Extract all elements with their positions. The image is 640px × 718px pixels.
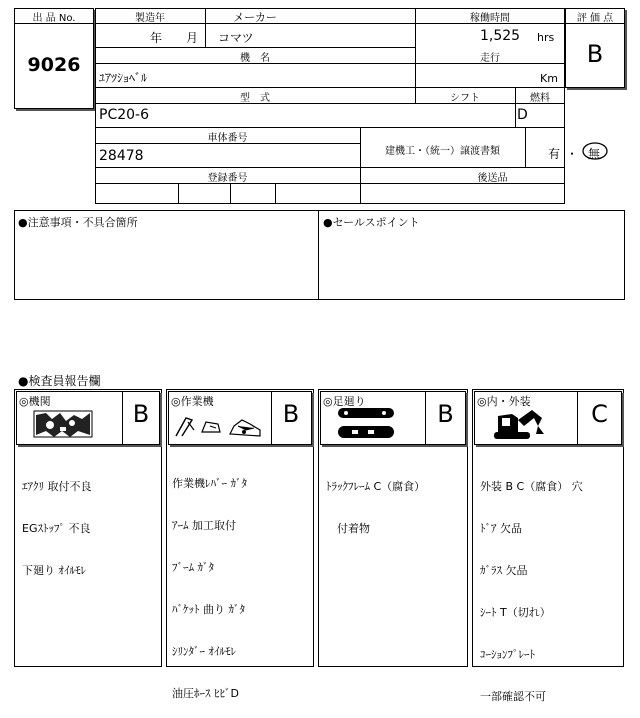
note-line: ｺｰｼｮﾝﾌﾟﾚｰﾄ	[480, 648, 535, 661]
maker-label: メーカー	[233, 11, 277, 24]
transfer-separator: ・	[566, 147, 579, 161]
year-value: 年 月	[150, 31, 199, 45]
note-line: 下廻り ｵｲﾙﾓﾚ	[22, 564, 86, 577]
interior-exterior-title: ◎内・外装	[477, 395, 531, 408]
serial-value: 28478	[99, 148, 144, 164]
note-line: 油圧ﾎｰｽ ﾋﾋﾞD	[172, 687, 239, 700]
machine-name-label: 機 名	[240, 53, 270, 64]
model-label: 型 式	[240, 93, 270, 104]
work-equipment-notes	[172, 449, 247, 715]
transfer-no: 無	[588, 147, 601, 161]
note-line: ｱｰﾑ 加工取付	[172, 519, 236, 532]
interior-exterior-grade: C	[591, 400, 608, 428]
machine-name: ﾕｱﾂｼｮﾍﾞﾙ	[99, 71, 148, 85]
undercarriage-notes	[326, 452, 425, 550]
track-icon	[334, 404, 400, 442]
hours-value: 1,525	[480, 28, 521, 44]
work-equipment-icon	[172, 410, 268, 440]
hours-unit: hrs	[537, 31, 555, 44]
note-line: ﾌﾞｰﾑ ｶﾞﾀ	[172, 561, 214, 574]
interior-exterior-notes	[480, 452, 583, 718]
note-line: ﾄﾗｯｸﾌﾚｰﾑ C（腐食）	[326, 480, 426, 493]
grade-label: 評 価 点	[576, 13, 614, 24]
note-line: ﾊﾞｹｯﾄ 曲り ｶﾞﾀ	[172, 603, 245, 616]
transfer-yes: 有	[548, 147, 561, 161]
work-equipment-title: ◎作業機	[171, 395, 214, 408]
note-line: EGｽﾄｯﾌﾟ 不良	[22, 522, 91, 535]
caution-label: ●注意事項・不具合箇所	[18, 216, 138, 229]
note-line: ｶﾞﾗｽ 欠品	[480, 564, 528, 577]
sales-point-label: ●セールスポイント	[323, 216, 420, 229]
year-label: 製造年	[135, 13, 165, 24]
hours-label: 稼働時間	[470, 13, 510, 24]
overall-grade: B	[586, 40, 604, 68]
undercarriage-title: ◎足廻り	[323, 395, 366, 408]
maker-value: コマツ	[218, 31, 254, 45]
shift-label: シフト	[450, 93, 480, 104]
undercarriage-grade: B	[437, 400, 454, 428]
note-line: 外装 B C（腐食） 穴	[480, 480, 583, 493]
note-line: ﾄﾞｱ 欠品	[480, 522, 522, 535]
excavator-icon	[484, 404, 550, 442]
model-value: PC20-6	[99, 107, 149, 123]
note-line: 一部確認不可	[480, 690, 546, 703]
distance-unit: Km	[540, 72, 558, 85]
work-equipment-grade: B	[282, 400, 300, 428]
engine-grade: B	[132, 400, 150, 428]
lot-number-label: 出 品 No.	[32, 13, 76, 24]
fuel-value: D	[517, 107, 528, 123]
note-line: 作業機ﾚﾊﾞｰ ｶﾞﾀ	[172, 477, 247, 490]
engine-icon	[32, 407, 96, 441]
fuel-label: 燃料	[530, 93, 550, 104]
note-line: ｼﾘﾝﾀﾞｰ ｵｲﾙﾓﾚ	[172, 645, 236, 658]
inspection-title: ●検査員報告欄	[18, 374, 101, 388]
distance-label: 走行	[480, 53, 500, 64]
transfer-doc-label: 建機工・（統一）譲渡書類	[385, 146, 500, 157]
transfer-no-circle-icon	[581, 140, 609, 162]
engine-title: ◎機関	[19, 395, 51, 408]
shipping-label: 後送品	[477, 173, 508, 184]
engine-notes	[22, 452, 92, 592]
serial-label: 車体番号	[207, 133, 248, 144]
registration-label: 登録番号	[207, 173, 248, 184]
note-line: 付着物	[326, 522, 370, 535]
note-line: ｴｱｸﾘ 取付不良	[22, 480, 92, 493]
lot-number: 9026	[27, 54, 81, 76]
note-line: ｼｰﾄ T（切れ）	[480, 606, 551, 619]
